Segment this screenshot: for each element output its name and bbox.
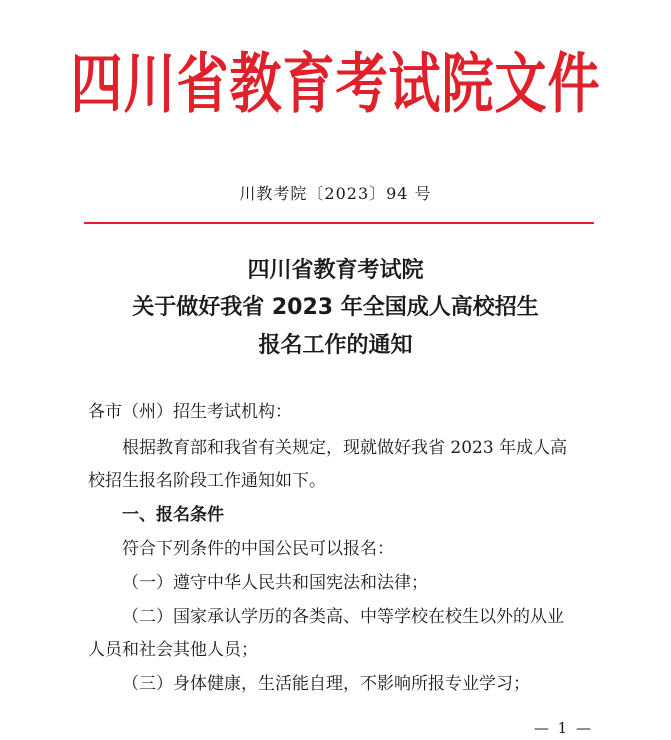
eligibility-intro: 符合下列条件的中国公民可以报名：: [122, 539, 394, 559]
paragraph-1-line-2: 校招生报名阶段工作通知如下。: [88, 471, 326, 491]
document-number: 川教考院〔2023〕94 号: [239, 184, 432, 203]
title-line-2: 关于做好我省 2023 年全国成人高校招生: [132, 295, 539, 320]
title-line-1: 四川省教育考试院: [247, 258, 424, 283]
section-1-heading: 一、报名条件: [122, 505, 224, 525]
masthead-title: 四川省教育考试院文件: [70, 47, 601, 122]
eligibility-item-2-line-1: （二）国家承认学历的各类高、中等学校在校生以外的从业: [122, 607, 564, 627]
title-line-3: 报名工作的通知: [258, 333, 413, 358]
page-number: — 1 —: [533, 719, 593, 737]
eligibility-item-3: （三）身体健康，生活能自理，不影响所报专业学习；: [122, 674, 530, 694]
salutation: 各市（州）招生考试机构：: [88, 402, 292, 422]
red-separator-line: [84, 222, 594, 224]
eligibility-item-1: （一）遵守中华人民共和国宪法和法律；: [122, 573, 428, 593]
eligibility-item-2-line-2: 人员和社会其他人员；: [88, 640, 258, 660]
paragraph-1-line-1: 根据教育部和我省有关规定，现就做好我省 2023 年成人高: [122, 438, 568, 458]
